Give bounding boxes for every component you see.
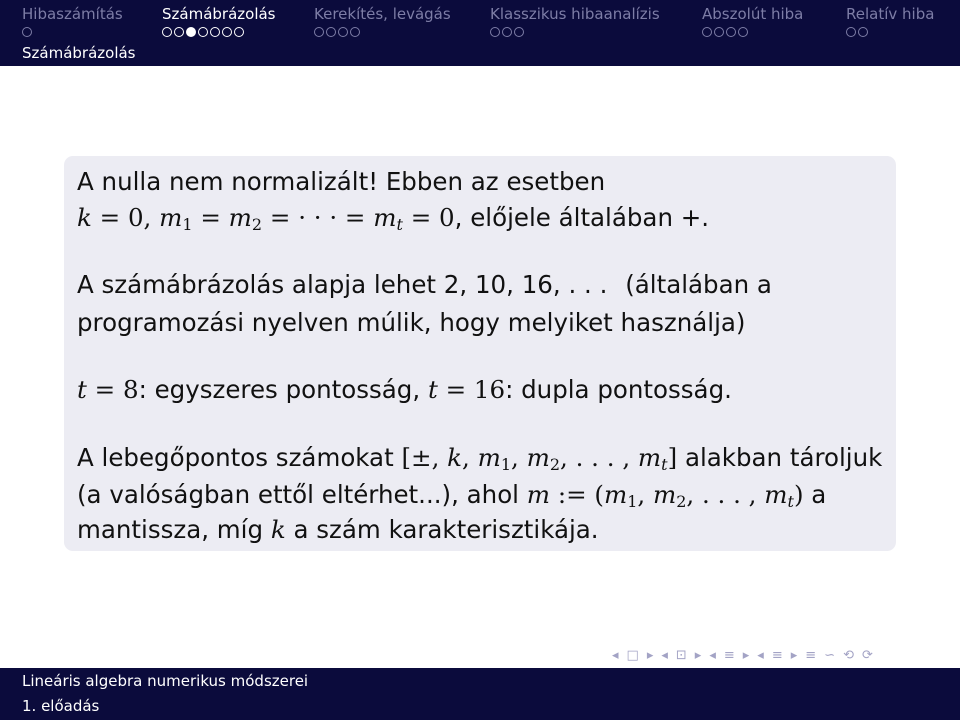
section-dots-6 [846, 27, 868, 39]
float-line3-start: mantissza, míg [77, 515, 264, 544]
float-line2-start: (a valóságban ettől eltérhet...), ahol [77, 480, 519, 509]
float-text-end: alakban tároljuk [684, 443, 883, 472]
paragraph-base-line2: programozási nyelven múlik, hogy melyiket használja) [77, 308, 746, 337]
paragraph-precision: t = 8: egyszeres pontosság, t = 16: dupla pontosság. [77, 375, 732, 404]
slide-dot[interactable] [338, 27, 348, 37]
nav-symbol-icon[interactable]: ◂ [661, 647, 668, 663]
nav-symbol-icon[interactable]: ≡ [771, 647, 783, 663]
nav-symbol-icon[interactable]: ◂ [612, 647, 619, 663]
slide-dot[interactable] [502, 27, 512, 37]
section-dots-3 [314, 27, 360, 39]
slide-dot[interactable] [162, 27, 172, 37]
float-line2-end: a [811, 480, 827, 509]
section-navigation [0, 0, 960, 44]
slide-dot[interactable] [198, 27, 208, 37]
nav-symbol-icon[interactable]: ≡ [805, 647, 817, 663]
single-precision-text: : egyszeres pontosság, [138, 375, 421, 404]
section-tab-3[interactable]: Kerekítés, levágás [314, 5, 451, 23]
section-dots-4 [490, 27, 524, 39]
slide-dot[interactable] [714, 27, 724, 37]
paragraph-float-line1: A lebegőpontos számokat [±, k, $m_1$, $m_2$, . . . , $m_t$] alakban tároljuk [77, 443, 883, 474]
float-line3-end: a szám karakterisztikája. [293, 515, 599, 544]
lecture-number: 1. előadás [22, 697, 100, 715]
paragraph-zero-formula-line: k = 0, $m_1 = m_2$ = · · · = $m_t = 0$, előjele általában +. [77, 203, 710, 234]
slide-dot[interactable] [702, 27, 712, 37]
slide-dot[interactable] [514, 27, 524, 37]
sign-note: , előjele általában +. [454, 203, 710, 232]
slide-dot[interactable] [22, 27, 32, 37]
section-dots-1 [22, 27, 32, 39]
section-tab-2[interactable]: Számábrázolás [162, 5, 276, 23]
slide-dot[interactable] [350, 27, 360, 37]
paragraph-zero-not-normalized-line1: A nulla nem normalizált! Ebben az esetben [77, 167, 606, 196]
nav-symbol-icon[interactable]: □ [626, 647, 639, 663]
section-tab-6[interactable]: Relatív hiba [846, 5, 935, 23]
paragraph-base-line1 [77, 267, 772, 303]
nav-symbol-icon[interactable]: ▸ [790, 647, 798, 663]
nav-symbol-icon[interactable]: ▸ [742, 647, 750, 663]
slide-dot[interactable] [234, 27, 244, 37]
slide-dot[interactable] [210, 27, 220, 37]
section-tab-5[interactable]: Abszolút hiba [702, 5, 804, 23]
nav-symbol-icon[interactable]: ◂ [709, 647, 716, 663]
nav-symbol-icon[interactable]: ⟲ [843, 647, 854, 663]
nav-symbol-icon[interactable]: ⊡ [675, 647, 687, 663]
footer-bar [0, 668, 960, 720]
base-note-start: (általában a [625, 270, 772, 299]
slide-dot[interactable] [738, 27, 748, 37]
paragraph-float-line3: mantissza, míg k a szám karakterisztikája. [77, 515, 599, 544]
nav-symbol-icon[interactable]: ⟳ [861, 647, 873, 663]
subsection-title: Számábrázolás [22, 44, 136, 62]
nav-symbol-icon[interactable]: ◂ [757, 647, 764, 663]
section-tab-4[interactable]: Klasszikus hibaanalízis [490, 5, 660, 23]
paragraph-float-line2: (a valóságban ettől eltérhet...), ahol m := ($m_1$, $m_2$, . . . , $m_t$) a [77, 480, 827, 511]
course-title: Lineáris algebra numerikus módszerei [22, 672, 309, 690]
nav-symbol-icon[interactable]: ▸ [694, 647, 702, 663]
double-precision-text: : dupla pontosság. [505, 375, 732, 404]
nav-symbol-icon[interactable]: ∽ [824, 647, 836, 663]
base-values-text: A számábrázolás alapja lehet 2, 10, 16, . . . [77, 270, 608, 299]
top-navigation-bar [0, 0, 960, 66]
section-tab-1[interactable]: Hibaszámítás [22, 5, 123, 23]
section-dots-5 [702, 27, 748, 39]
slide-dot[interactable] [726, 27, 736, 37]
nav-symbol-icon[interactable]: ▸ [646, 647, 654, 663]
nav-symbol-icon[interactable]: ≡ [723, 647, 735, 663]
slide-dot[interactable] [858, 27, 868, 37]
slide-dot[interactable] [174, 27, 184, 37]
slide-dot[interactable] [326, 27, 336, 37]
slide-dot[interactable] [490, 27, 500, 37]
beamer-navigation-symbols [612, 645, 952, 665]
slide-dot[interactable] [846, 27, 856, 37]
slide-dot[interactable] [314, 27, 324, 37]
section-dots-2 [162, 27, 244, 39]
float-text-start: A lebegőpontos számokat [77, 443, 394, 472]
slide-dot[interactable] [186, 27, 196, 37]
slide-dot[interactable] [222, 27, 232, 37]
